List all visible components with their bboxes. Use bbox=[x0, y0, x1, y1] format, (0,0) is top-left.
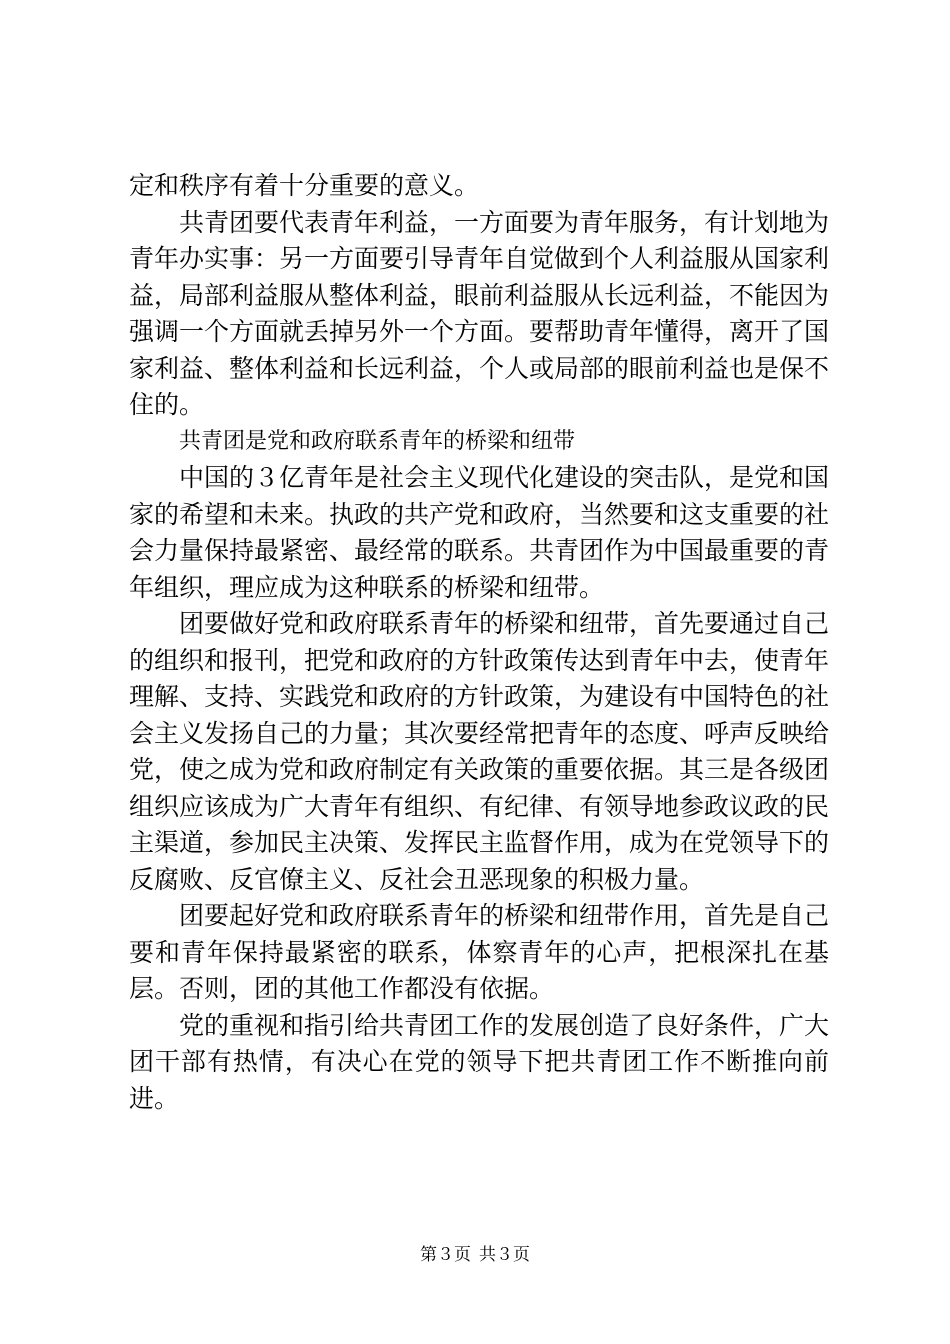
paragraph-youth-role: 中国的３亿青年是社会主义现代化建设的突击队，是党和国家的希望和未来。执政的共产党和政府，当然要和这支重要的社会力量保持最紧密、最经常的联系。共青团作为中国最重要的青年组织，理应成为这种联系的桥梁和纽带。 bbox=[129, 463, 830, 602]
section-heading: 共青团是党和政府联系青年的桥梁和纽带 bbox=[179, 428, 576, 454]
page-footer bbox=[0, 1243, 950, 1267]
page-number: 第３页 bbox=[420, 1245, 471, 1265]
paragraph-conclusion: 党的重视和指引给共青团工作的发展创造了良好条件，广大团干部有热情，有决心在党的领导下把共青团工作不断推向前进。 bbox=[129, 1010, 830, 1113]
document-body bbox=[129, 168, 829, 1117]
paragraph-close-contact: 团要起好党和政府联系青年的桥梁和纽带作用，首先是自己要和青年保持最紧密的联系，体察青年的心声，把根深扎在基层。否则，团的其他工作都没有依据。 bbox=[129, 901, 830, 1003]
total-pages: 共３页 bbox=[479, 1245, 530, 1265]
paragraph-continuation: 定和秩序有着十分重要的意义。 bbox=[129, 171, 480, 200]
paragraph-youth-interests: 共青团要代表青年利益，一方面要为青年服务，有计划地为青年办实事：另一方面要引导青年自觉做到个人利益服从国家利益，局部利益服从整体利益，眼前利益服从长远利益，不能因为强调一个方面就丢掉另外一个方面。要帮助青年懂得，离开了国家利益、整体利益和长远利益，个人或局部的眼前利益也是保不住的。 bbox=[129, 207, 830, 419]
paragraph-bridge-duties: 团要做好党和政府联系青年的桥梁和纽带，首先要通过自己的组织和报刊，把党和政府的方针政策传达到青年中去，使青年理解、支持、实践党和政府的方针政策，为建设有中国特色的社会主义发扬自己的力量；其次要经常把青年的态度、呼声反映给党，使之成为党和政府制定有关政策的重要依据。其三是各级团组织应该成为广大青年有组织、有纪律、有领导地参政议政的民主渠道，参加民主决策、发挥民主监督作用，成为在党领导下的反腐败、反官僚主义、反社会丑恶现象的积极力量。 bbox=[129, 609, 830, 894]
